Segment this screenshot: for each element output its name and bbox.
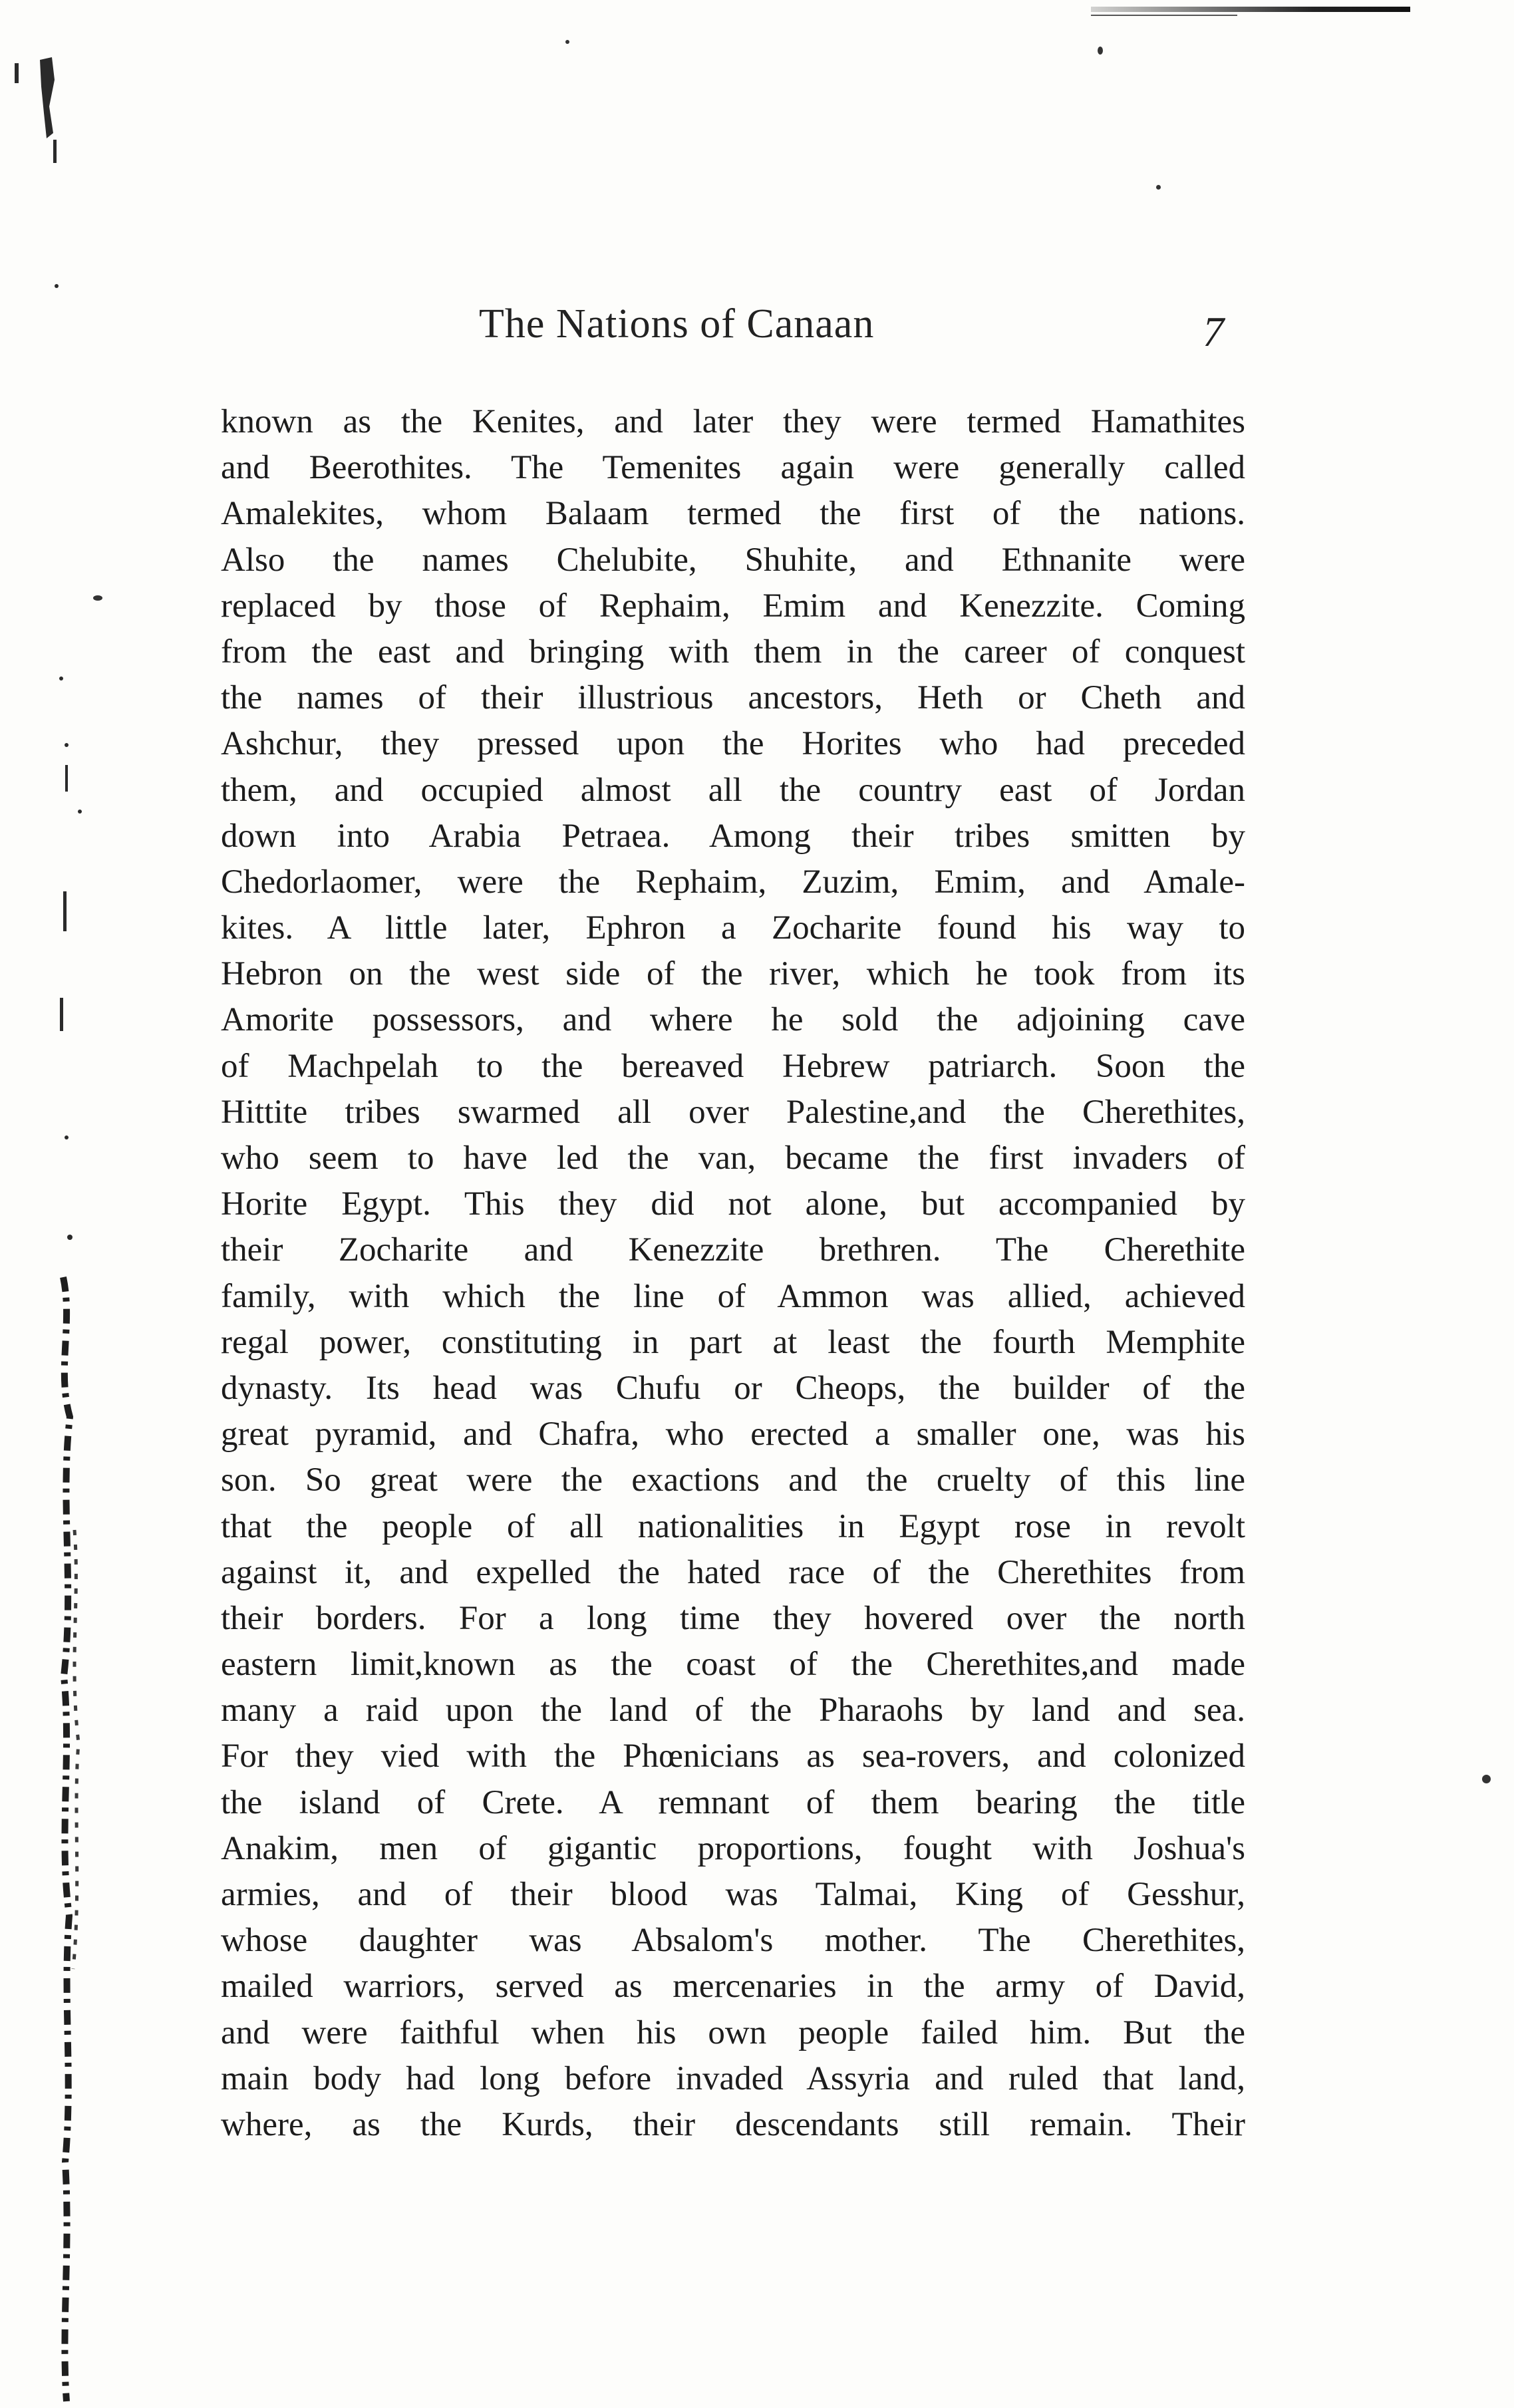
text-line: them, and occupied almost all the country east of Jordan (221, 771, 1245, 809)
text-line: Anakim, men of gigantic proportions, fought with Joshua's (221, 1829, 1245, 1867)
binding-gutter-marks (0, 0, 153, 2408)
text-line: For they vied with the Phœnicians as sea-rovers, and colonized (221, 1737, 1245, 1775)
scan-speck (565, 40, 569, 44)
text-line: great pyramid, and Chafra, who erected a smaller one, was his (221, 1416, 1245, 1453)
text-line: kites. A little later, Ephron a Zocharite found his way to (221, 909, 1245, 947)
text-line: eastern limit,known as the coast of the Cherethites,and made (221, 1646, 1245, 1684)
text-line: many a raid upon the land of the Pharaohs by land and sea. (221, 1692, 1245, 1730)
text-line: and were faithful when his own people failed him. But the (221, 2014, 1245, 2051)
page-number: 7 (1203, 308, 1224, 355)
text-line: Horite Egypt. This they did not alone, but accompanied by (221, 1185, 1245, 1223)
text-line: Ashchur, they pressed upon the Horites who had preceded (221, 725, 1245, 763)
text-line: main body had long before invaded Assyria and ruled that land, (221, 2059, 1245, 2097)
text-line: against it, and expelled the hated race of the Cherethites from (221, 1553, 1245, 1591)
text-line: their Zocharite and Kenezzite brethren. The Cherethite (221, 1231, 1245, 1269)
text-line: dynasty. Its head was Chufu or Cheops, the builder of the (221, 1369, 1245, 1407)
text-line: their borders. For a long time they hovered over the north (221, 1599, 1245, 1637)
text-line: that the people of all nationalities in Egypt rose in revolt (221, 1507, 1245, 1545)
text-line: the island of Crete. A remnant of them bearing the title (221, 1783, 1245, 1821)
running-header-title: The Nations of Canaan (479, 301, 875, 347)
text-line: family, with which the line of Ammon was allied, achieved (221, 1277, 1245, 1315)
text-line: the names of their illustrious ancestors, Heth or Cheth and (221, 679, 1245, 717)
scan-speck (1482, 1775, 1491, 1783)
text-line: regal power, constituting in part at least the fourth Memphite (221, 1323, 1245, 1361)
text-line: down into Arabia Petraea. Among their tribes smitten by (221, 817, 1245, 855)
text-line: and Beerothites. The Temenites again were generally called (221, 449, 1245, 487)
text-line: mailed warriors, served as mercenaries in the army of David, (221, 1968, 1245, 2006)
text-line: known as the Kenites, and later they were termed Hamathites (221, 403, 1245, 440)
text-line: Amorite possessors, and where he sold the adjoining cave (221, 1001, 1245, 1039)
scan-speck (1098, 47, 1103, 55)
text-line: who seem to have led the van, became the first invaders of (221, 1139, 1245, 1177)
scan-speck (93, 595, 102, 601)
text-line: Amalekites, whom Balaam termed the first of the nations. (221, 495, 1245, 533)
text-line: armies, and of their blood was Talmai, King of Gesshur, (221, 1876, 1245, 1913)
text-line: replaced by those of Rephaim, Emim and Kenezzite. Coming (221, 587, 1245, 625)
text-line: Chedorlaomer, were the Rephaim, Zuzim, Emim, and Amale- (221, 863, 1245, 901)
text-line: whose daughter was Absalom's mother. The Cherethites, (221, 1922, 1245, 1960)
text-line: Hittite tribes swarmed all over Palestine,and the Cherethites, (221, 1093, 1245, 1131)
text-line: where, as the Kurds, their descendants still remain. Their (221, 2105, 1245, 2143)
text-line: Hebron on the west side of the river, which he took from its (221, 955, 1245, 993)
text-line: son. So great were the exactions and the cruelty of this line (221, 1461, 1245, 1499)
scan-edge-rule-thin (1091, 15, 1237, 16)
scan-edge-rule (1091, 7, 1410, 12)
body-paragraph (221, 399, 1245, 2148)
text-line: Also the names Chelubite, Shuhite, and Ethnanite were (221, 541, 1245, 579)
text-line: of Machpelah to the bereaved Hebrew patriarch. Soon the (221, 1047, 1245, 1085)
scan-speck (1156, 185, 1161, 190)
text-line: from the east and bringing with them in the career of conquest (221, 633, 1245, 671)
